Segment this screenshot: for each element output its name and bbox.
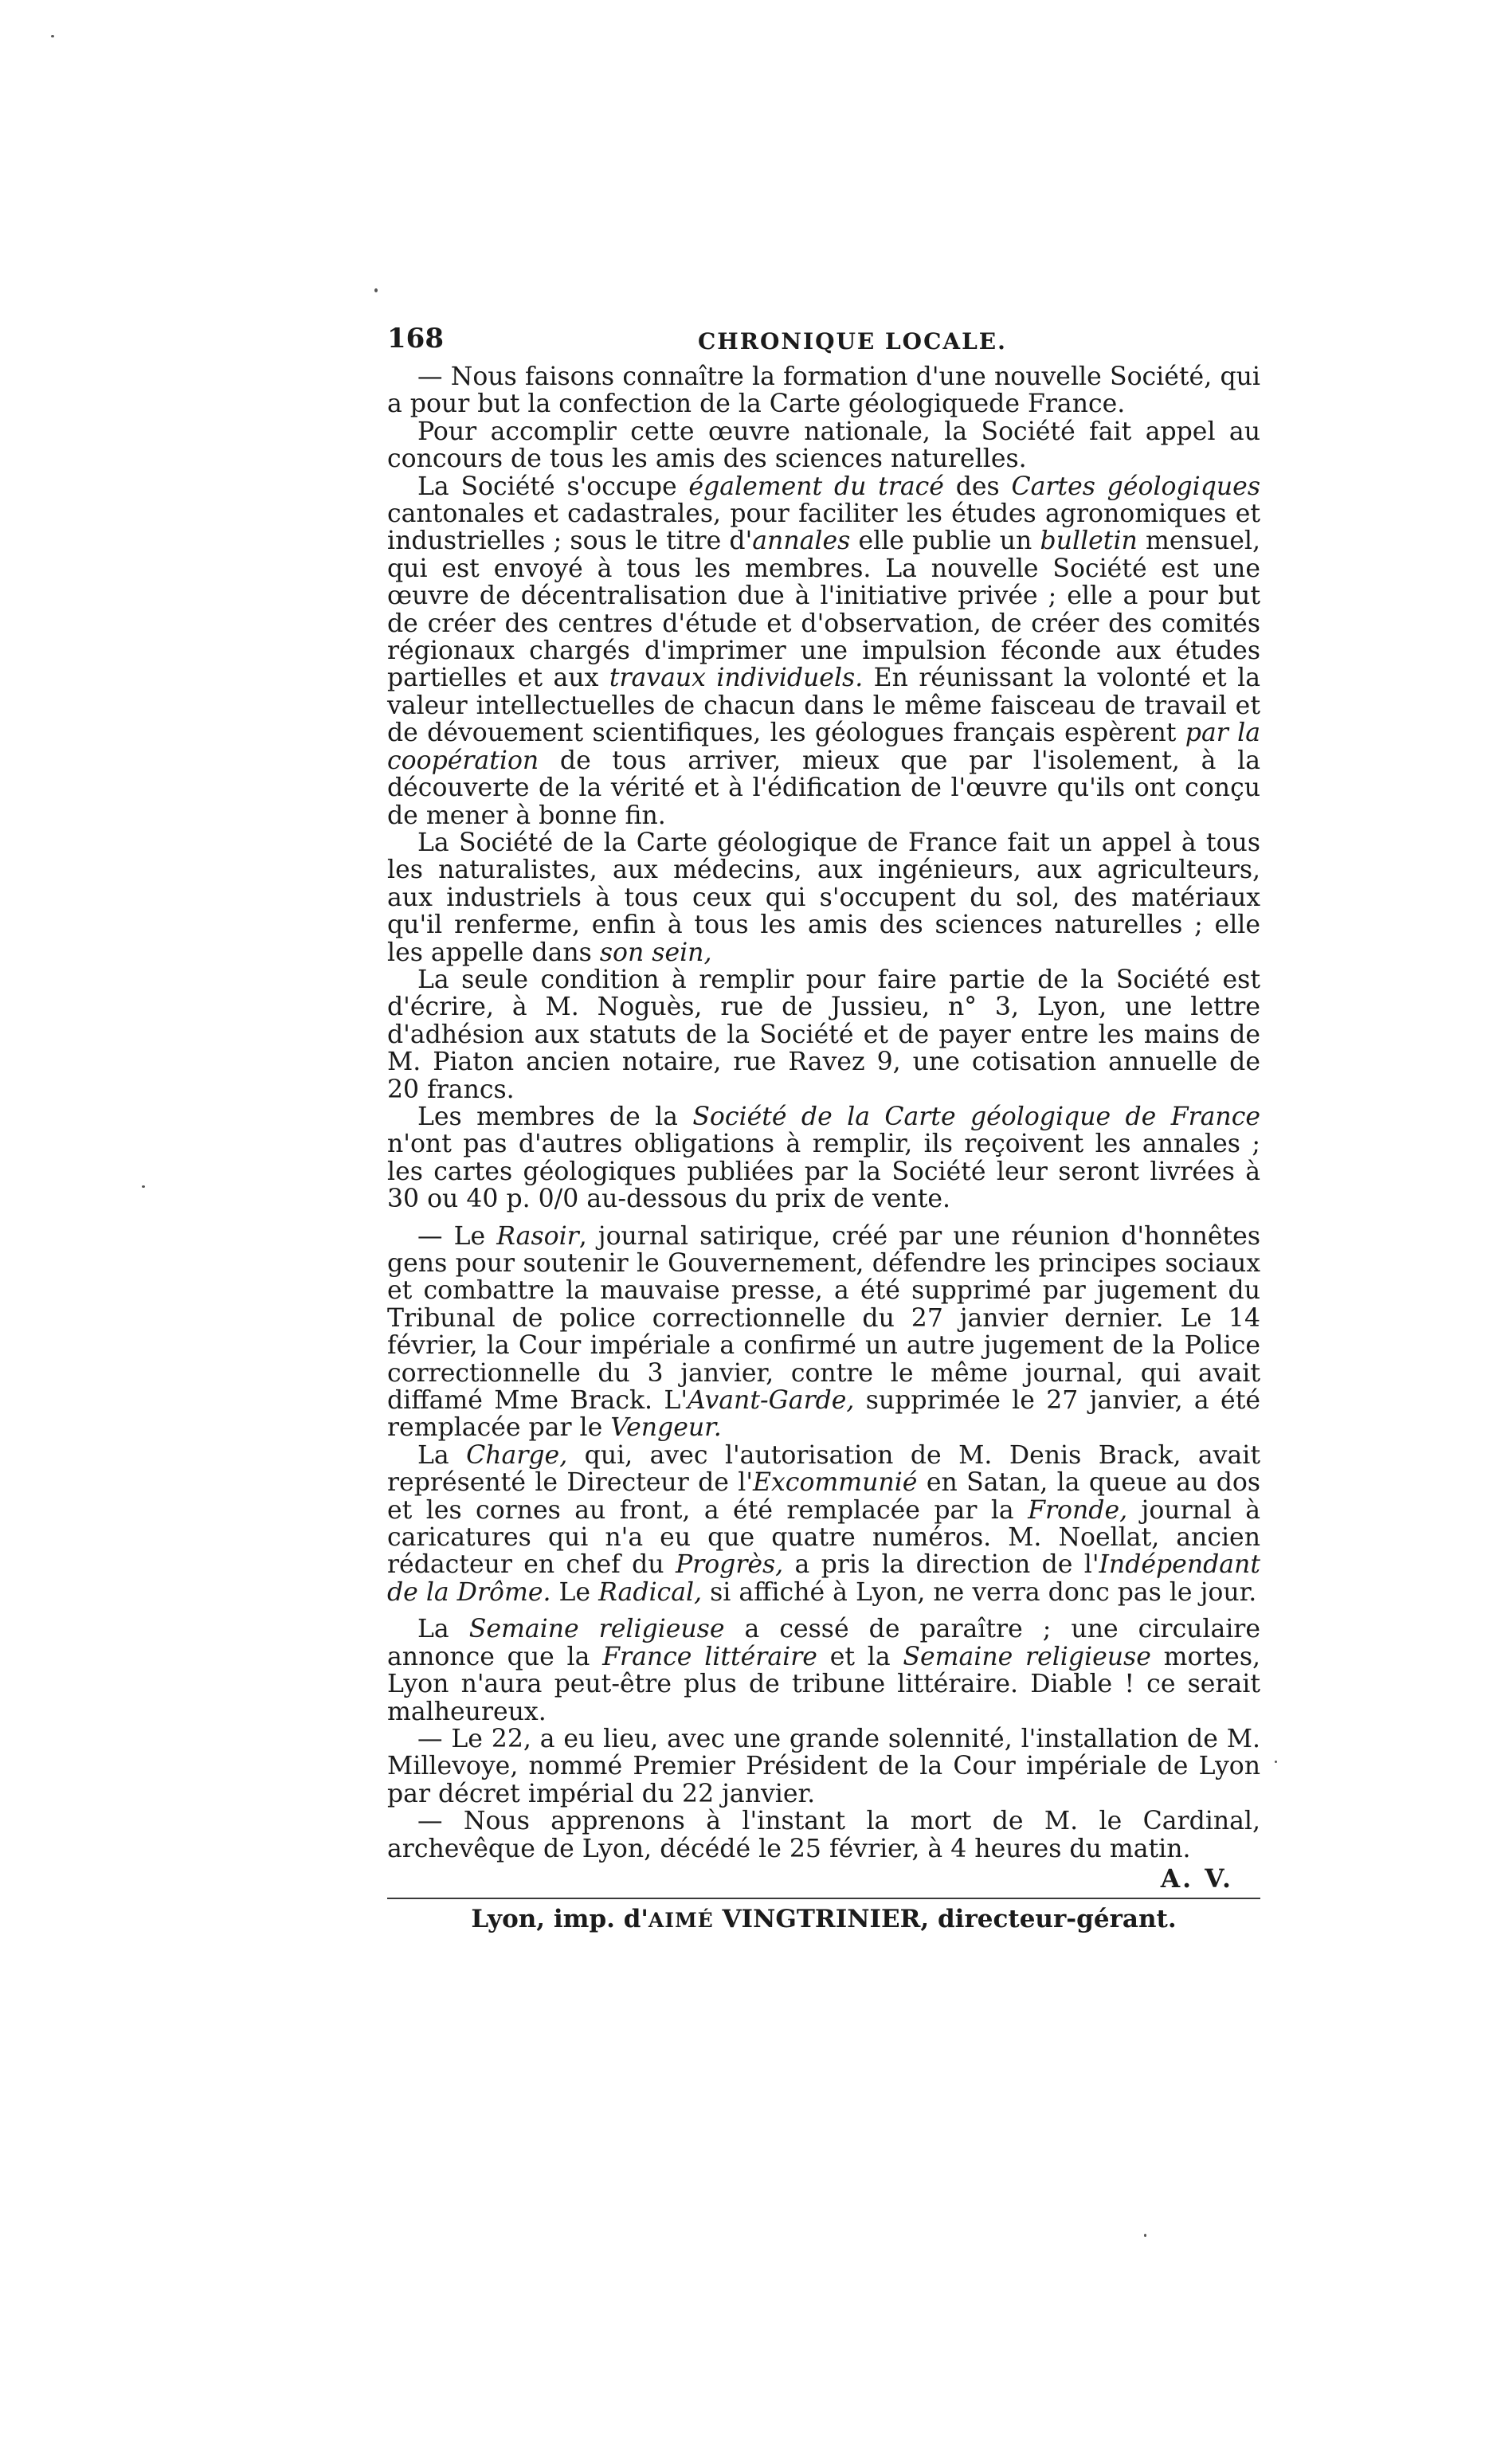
italic-text-run: Radical, <box>598 1577 703 1607</box>
scan-speck <box>1275 1761 1277 1763</box>
text-run: journal à caricatures qui n'a eu que quatre numéros. M. Noellat, ancien rédacteur en chef du <box>387 1495 1260 1580</box>
text-run: de tous arriver, mieux que par l'isolement, à la découverte de la vérité et à l'édification de l'œuvre qu'ils ont conçu de mener à bonne fin. <box>387 746 1260 830</box>
paragraph-installation <box>387 1726 1260 1808</box>
page-column <box>387 325 1260 1935</box>
imprint-first-name: AIMÉ <box>648 1909 714 1933</box>
text-run: La Société s'occupe <box>417 472 689 501</box>
text-run: Les membres de la <box>417 1102 693 1131</box>
text-run: — Le 22, a eu lieu, avec une grande solennité, l'installation de M. Millevoye, nommé Premier Président de la Cour impériale de Lyon par décret impérial du 22 janvier. <box>387 1724 1260 1808</box>
paragraph-member-obligations <box>387 1103 1260 1213</box>
paragraph-cardinal-death <box>387 1808 1260 1863</box>
article-body <box>387 363 1260 1863</box>
text-run: La seule condition à remplir pour faire partie de la Société est d'écrire, à M. Noguès, rue de Jussieu, n° 3, Lyon, une lettre d'adhésion aux statuts de la Société et de payer entre les mains de M. Piaton ancien notaire, rue Ravez 9, une cotisation annuelle de 20 francs. <box>387 965 1260 1104</box>
scan-speck <box>1144 2234 1146 2237</box>
paragraph-rasoir <box>387 1223 1260 1442</box>
text-run: si affiché à Lyon, ne verra donc pas le jour. <box>702 1577 1257 1607</box>
text-run: La Société de la Carte géologique de France fait un appel à tous les naturalistes, aux médecins, aux ingénieurs, aux agriculteurs, aux industriels à tous ceux qui s'occupent du sol, des matériaux qu'il renferme, enfin à tous les amis des sciences naturelles ; elle les appelle dans <box>387 828 1260 967</box>
text-run: a cessé de paraître ; une circulaire annonce que la <box>387 1615 1261 1671</box>
italic-text-run: travaux individuels. <box>609 664 864 693</box>
scan-speck <box>51 35 54 37</box>
text-run: supprimée le 27 janvier, a été remplacée par le <box>387 1386 1260 1443</box>
italic-text-run: Vengeur. <box>610 1413 722 1443</box>
italic-text-run: Fronde, <box>1028 1495 1128 1525</box>
text-run: cantonales et cadastrales, pour faciliter les études agronomiques et industrielles ; sous le titre d' <box>387 499 1260 556</box>
italic-text-run: également du tracé <box>688 472 944 501</box>
italic-text-run: bulletin <box>1040 527 1138 556</box>
running-title: CHRONIQUE LOCALE. <box>698 328 1007 355</box>
italic-text-run: son sein, <box>599 938 712 967</box>
scan-speck <box>374 288 378 292</box>
italic-text-run: Excommunié <box>753 1468 918 1498</box>
paragraph-invitation <box>387 829 1260 966</box>
text-run: En réunissant la volonté et la valeur intellectuelles de chacun dans le même faisceau de travail et de dévouement scientifiques, les géologues français espèrent <box>387 664 1260 748</box>
italic-text-run: Semaine religieuse <box>903 1642 1151 1671</box>
italic-text-run: Indépendant de la Drôme. <box>387 1550 1261 1607</box>
imprint-prefix: Lyon, imp. d' <box>471 1905 648 1934</box>
text-run: La <box>417 1440 467 1470</box>
italic-text-run: Société de la Carte géologique de France <box>692 1102 1260 1131</box>
text-run: elle publie un <box>850 527 1040 556</box>
paragraph-semaine-religieuse <box>387 1616 1260 1726</box>
text-run: et la <box>817 1642 903 1671</box>
page-number: 168 <box>387 323 444 355</box>
text-run: mensuel, qui est envoyé à tous les membres. La nouvelle Société est une œuvre de décentralisation due à l'initiative privée ; elle a pour but de créer des centres d'étude et d'observation, de créer des comités régionaux chargés d'imprimer une impulsion féconde aux études partielles et aux <box>387 527 1261 693</box>
text-run: Le <box>551 1577 599 1607</box>
running-head <box>387 325 1260 358</box>
text-run: des <box>943 472 1012 501</box>
italic-text-run: Charge, <box>466 1440 568 1470</box>
imprint-suffix: VINGTRINIER, directeur-gérant. <box>713 1905 1177 1934</box>
text-run: — Nous faisons connaître la formation d'une nouvelle Société, qui a pour but la confection de la Carte géologiquede France. <box>387 362 1260 419</box>
text-run: n'ont pas d'autres obligations à remplir, ils reçoivent les annales ; les cartes géologiques publiées par la Société leur seront livrées à 30 ou 40 p. 0/0 au-dessous du prix de vente. <box>387 1130 1260 1214</box>
text-run: La <box>417 1615 469 1644</box>
imprint-line <box>387 1906 1260 1934</box>
paragraph-charge <box>387 1442 1260 1606</box>
italic-text-run: par la coopération <box>387 719 1261 775</box>
text-run: en Satan, la queue au dos et les cornes au front, a été remplacée par la <box>387 1468 1260 1525</box>
italic-text-run: Semaine religieuse <box>468 1615 725 1644</box>
paragraph-society-activities <box>387 473 1260 829</box>
italic-text-run: Progrès, <box>675 1550 784 1580</box>
paragraph-membership-condition <box>387 966 1260 1103</box>
italic-text-run: annales <box>752 527 851 556</box>
text-run: a pris la direction de l' <box>783 1550 1099 1580</box>
italic-text-run: France littéraire <box>602 1642 817 1671</box>
paragraph-appeal <box>387 418 1260 473</box>
italic-text-run: Rasoir <box>496 1221 579 1251</box>
text-run: qui, avec l'autorisation de M. Denis Brack, avait représenté le Directeur de l' <box>387 1440 1260 1498</box>
divider-rule <box>387 1898 1260 1899</box>
paragraph-new-society <box>387 363 1260 418</box>
signature: A. V. <box>1160 1863 1233 1894</box>
text-run: , journal satirique, créé par une réunion d'honnêtes gens pour soutenir le Gouvernement, défendre les principes sociaux et combattre la mauvaise presse, a été supprimé par jugement du Tribunal de police correctionnelle du 27 janvier dernier. Le 14 février, la Cour impériale a confirmé un autre jugement de la Police correctionnelle du 3 janvier, contre le même journal, qui avait diffamé Mme Brack. L' <box>387 1221 1260 1416</box>
italic-text-run: Avant-Garde, <box>687 1386 855 1416</box>
text-run: mortes, Lyon n'aura peut-être plus de tribune littéraire. Diable ! ce serait malheureux. <box>387 1642 1260 1726</box>
text-run: — Nous apprenons à l'instant la mort de M. le Cardinal, archevêque de Lyon, décédé le 25 février, à 4 heures du matin. <box>387 1807 1260 1863</box>
scan-speck <box>142 1185 145 1188</box>
text-run: Pour accomplir cette œuvre nationale, la Société fait appel au concours de tous les amis des sciences naturelles. <box>387 417 1260 474</box>
italic-text-run: Cartes géologiques <box>1011 472 1260 501</box>
text-run: — Le <box>417 1221 497 1251</box>
